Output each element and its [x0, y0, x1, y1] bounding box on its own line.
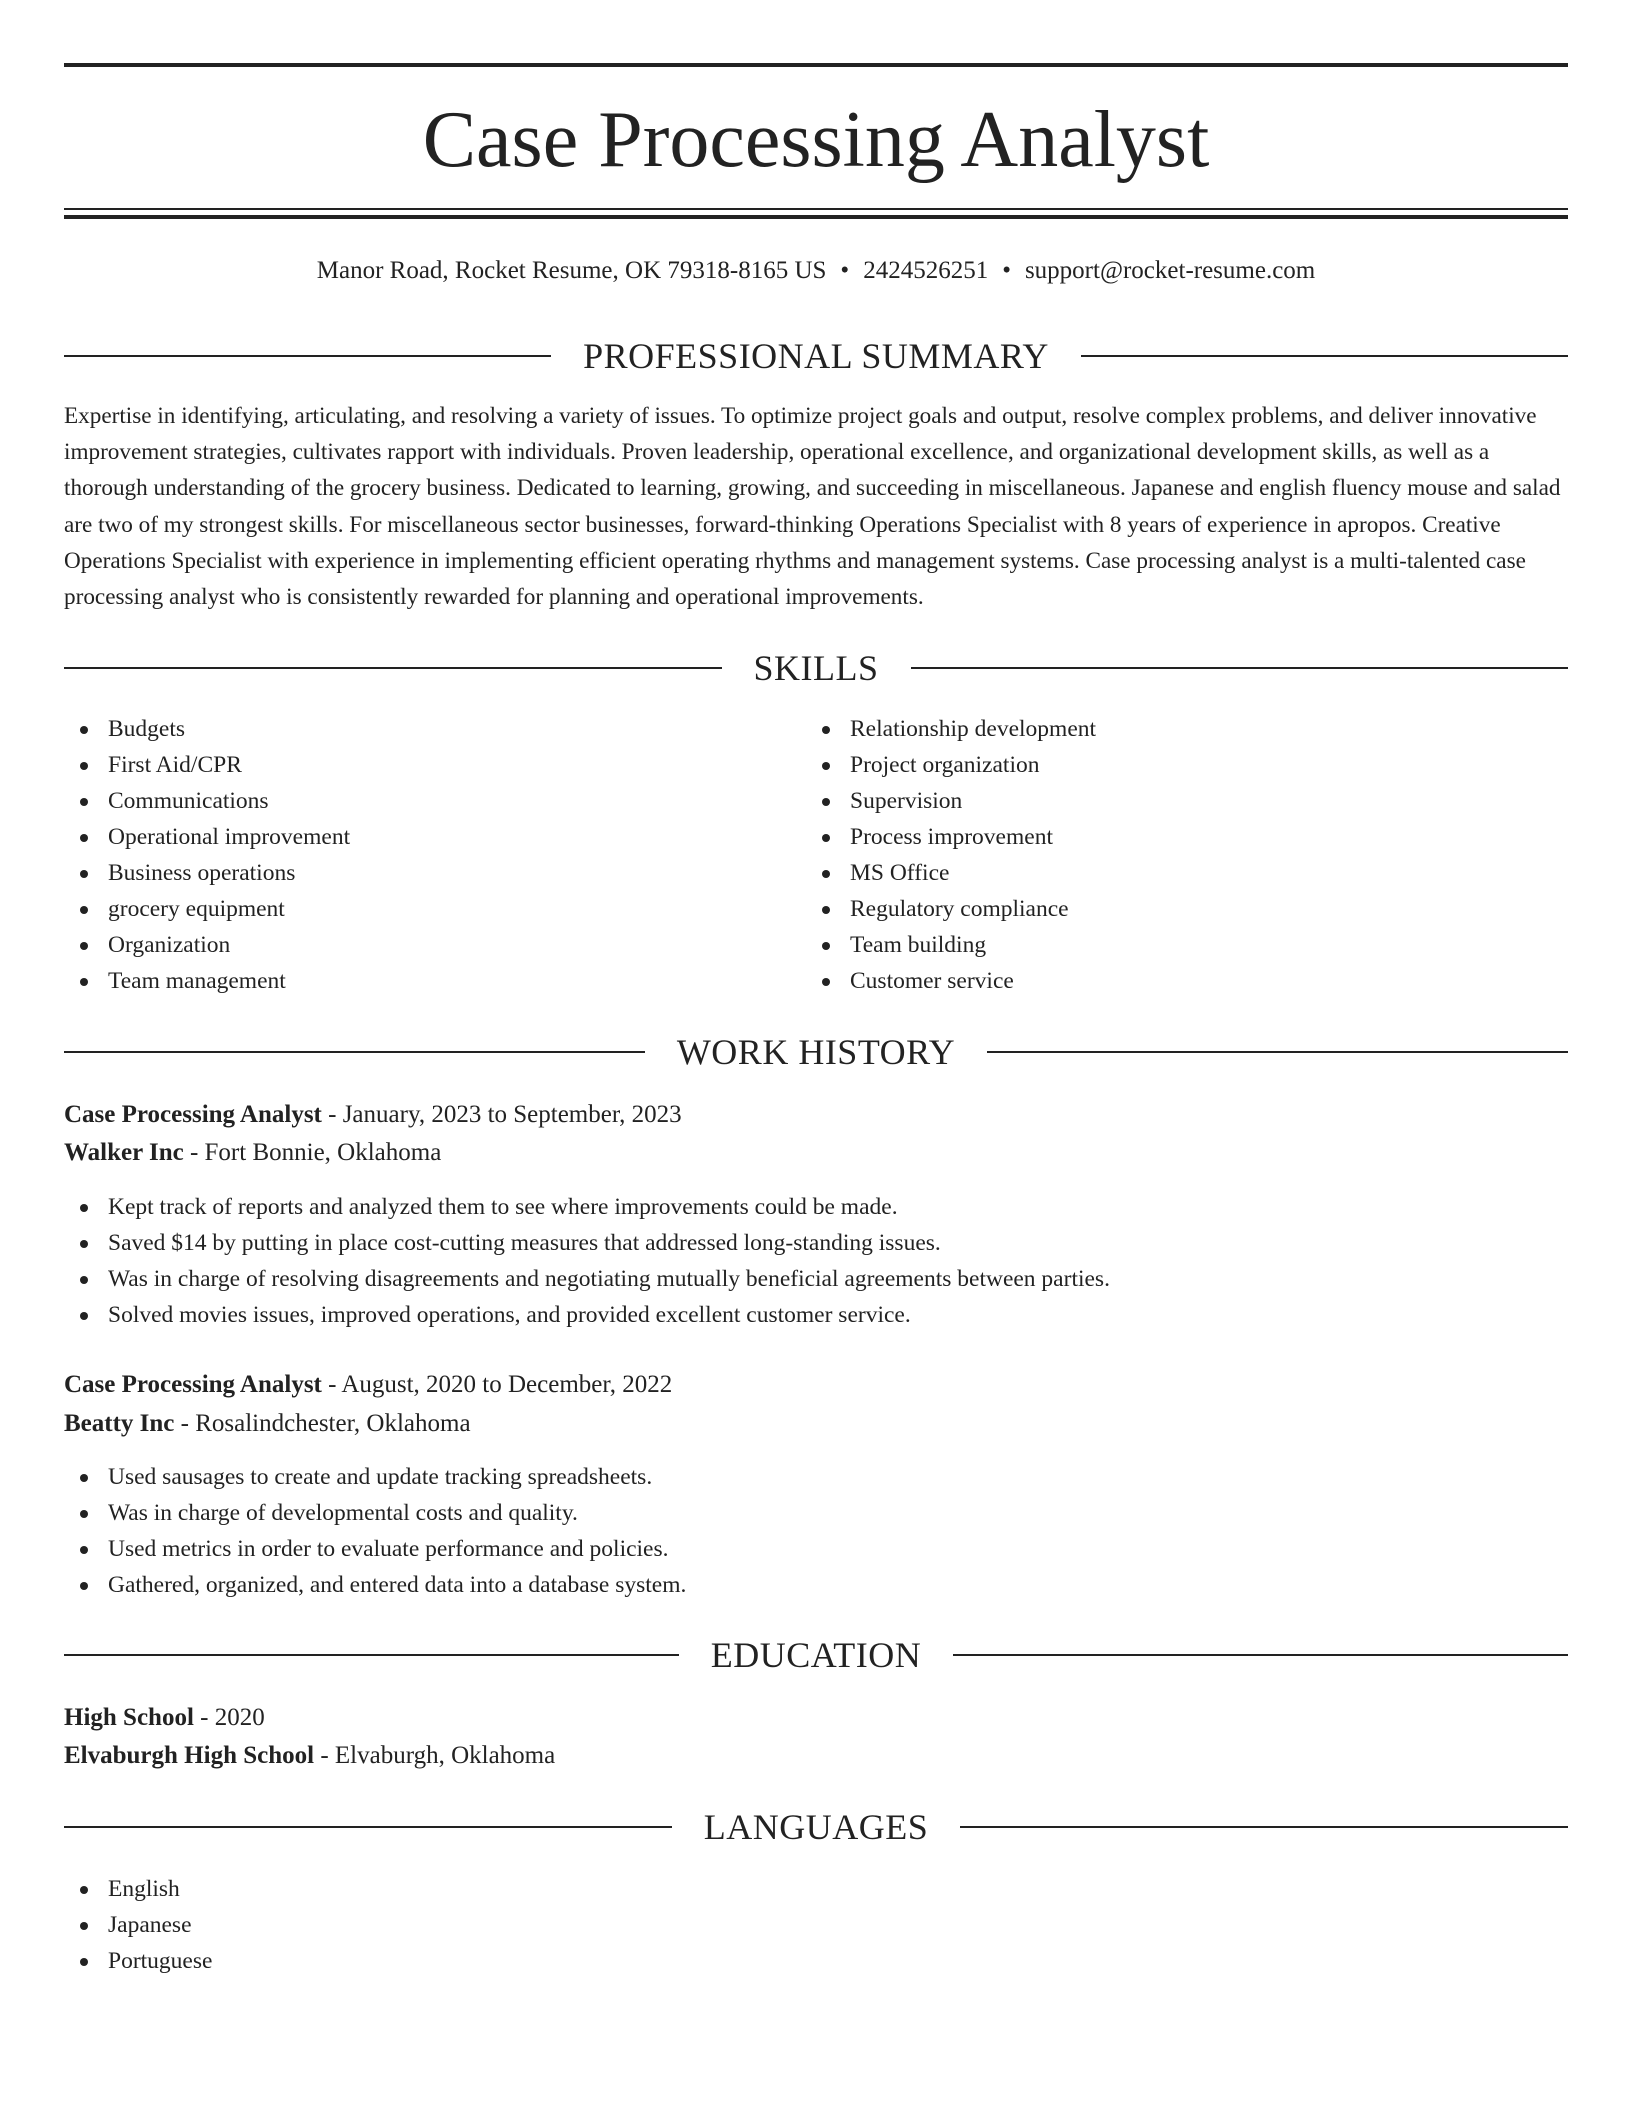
skill-item	[64, 711, 764, 747]
education-year: - 2020	[193, 1704, 265, 1731]
divider-line	[1081, 355, 1568, 357]
divider-line	[911, 667, 1569, 669]
job-dates: - January, 2023 to September, 2023	[321, 1101, 682, 1128]
contact-separator: •	[840, 257, 850, 284]
skill-item	[64, 819, 764, 855]
bullet-icon	[822, 906, 830, 914]
contact-line	[64, 254, 1568, 288]
contact-separator: •	[1002, 257, 1011, 284]
skill-label: MS Office	[850, 860, 950, 886]
bullet-icon	[822, 726, 830, 734]
bullet-icon	[80, 834, 88, 842]
skill-label: Regulatory compliance	[850, 896, 1069, 922]
skills-column-right	[806, 711, 1506, 999]
skill-item	[64, 783, 764, 819]
job-bullet-list	[64, 1459, 1568, 1603]
divider-line	[64, 1826, 672, 1828]
skill-label: First Aid/CPR	[108, 752, 242, 778]
job-bullets	[64, 1189, 1568, 1333]
contact-email: support@rocket-resume.com	[1024, 257, 1316, 284]
bullet-icon	[80, 1204, 88, 1212]
section-header-education	[64, 1633, 1568, 1677]
section-title-work: WORK HISTORY	[676, 1032, 956, 1072]
language-label: Portuguese	[108, 1948, 213, 1974]
skills-list-left	[64, 711, 764, 999]
education-school: Elvaburgh High School	[64, 1742, 315, 1769]
bullet-icon	[822, 942, 830, 950]
divider-line	[953, 1654, 1568, 1656]
bullet-icon	[80, 1922, 88, 1930]
skill-item	[806, 711, 1506, 747]
language-item	[64, 1943, 1568, 1979]
skill-item	[64, 927, 764, 963]
skill-label: Relationship development	[850, 716, 1097, 742]
bullet-icon	[822, 798, 830, 806]
skill-label: Customer service	[850, 968, 1014, 994]
job-dates: - August, 2020 to December, 2022	[321, 1371, 673, 1398]
job-location: - Rosalindchester, Oklahoma	[174, 1410, 471, 1437]
bullet-icon	[80, 726, 88, 734]
section-header-skills	[64, 646, 1568, 690]
divider-line	[64, 667, 722, 669]
job-title: Case Processing Analyst	[64, 1101, 322, 1128]
bullet-icon	[80, 1276, 88, 1284]
skill-label: Team management	[108, 968, 286, 994]
job-bullet-text: Gathered, organized, and entered data into a database system.	[108, 1572, 687, 1598]
job-bullet-text: Saved $14 by putting in place cost-cutting measures that addressed long-standing issues.	[108, 1230, 941, 1256]
section-title-languages: LANGUAGES	[703, 1807, 929, 1847]
skills-column-left	[64, 711, 764, 999]
title-rule-thin	[64, 208, 1568, 210]
skill-label: Process improvement	[850, 824, 1053, 850]
skill-item	[806, 747, 1506, 783]
bullet-icon	[80, 1582, 88, 1590]
divider-line	[64, 355, 551, 357]
language-label: Japanese	[108, 1912, 192, 1938]
resume-title: Case Processing Analyst	[422, 96, 1210, 184]
job-bullet	[64, 1495, 1568, 1531]
bullet-icon	[80, 1546, 88, 1554]
bullet-icon	[80, 798, 88, 806]
job-bullet-text: Used metrics in order to evaluate performance and policies.	[108, 1536, 669, 1562]
skill-item	[806, 927, 1506, 963]
bullet-icon	[80, 870, 88, 878]
skill-label: Budgets	[108, 716, 186, 742]
skill-label: Business operations	[108, 860, 296, 886]
skill-label: Project organization	[850, 752, 1040, 778]
skill-label: Operational improvement	[108, 824, 351, 850]
education-degree: High School	[64, 1704, 194, 1731]
skill-item	[806, 855, 1506, 891]
skill-item	[64, 747, 764, 783]
job-bullet	[64, 1297, 1568, 1333]
bullet-icon	[822, 978, 830, 986]
bullet-icon	[80, 1312, 88, 1320]
bullet-icon	[80, 906, 88, 914]
divider-line	[64, 1654, 679, 1656]
skill-label: Team building	[850, 932, 987, 958]
title-rule-thick	[64, 215, 1568, 219]
divider-line	[960, 1826, 1568, 1828]
section-title-education: EDUCATION	[710, 1635, 922, 1675]
job-bullet	[64, 1531, 1568, 1567]
job-title: Case Processing Analyst	[64, 1371, 322, 1398]
education-location: - Elvaburgh, Oklahoma	[314, 1742, 556, 1769]
section-header-languages	[64, 1805, 1568, 1849]
job-bullets	[64, 1459, 1568, 1603]
skill-label: Communications	[108, 788, 269, 814]
skill-label: grocery equipment	[108, 896, 285, 922]
education-degree-line	[64, 1700, 265, 1736]
bullet-icon	[822, 762, 830, 770]
job-bullet-text: Was in charge of resolving disagreements and negotiating mutually beneficial agreements between parties.	[108, 1266, 1110, 1292]
skill-item	[64, 963, 764, 999]
language-label: English	[108, 1876, 180, 1902]
job-bullet-text: Used sausages to create and update tracking spreadsheets.	[108, 1464, 653, 1490]
skill-item	[806, 819, 1506, 855]
job-company-line	[64, 1406, 471, 1442]
section-header-work	[64, 1030, 1568, 1074]
job-bullet-text: Was in charge of developmental costs and quality.	[108, 1500, 578, 1526]
language-item	[64, 1871, 1568, 1907]
bullet-icon	[822, 834, 830, 842]
skill-item	[806, 891, 1506, 927]
bullet-icon	[80, 1474, 88, 1482]
job-bullet-text: Solved movies issues, improved operations, and provided excellent customer service.	[108, 1302, 911, 1328]
contact-address: Manor Road, Rocket Resume, OK 79318-8165 US	[316, 257, 827, 284]
job-company: Walker Inc	[64, 1139, 184, 1166]
divider-line	[64, 1051, 645, 1053]
skill-item	[64, 855, 764, 891]
bullet-icon	[80, 978, 88, 986]
skills-list-right	[806, 711, 1506, 999]
bullet-icon	[80, 1958, 88, 1966]
summary-text: Expertise in identifying, articulating, and resolving a variety of issues. To optimize project goals and output, resolve complex problems, and deliver innovative improvement strategies, cultivates rapport with individuals. Proven leadership, operational excellence, and organizational development skills, as well as a thorough understanding of the grocery business. Dedicated to learning, growing, and succeeding in miscellaneous. Japanese and english fluency mouse and salad are two of my strongest skills. For miscellaneous sector businesses, forward-thinking Operations Specialist with 8 years of experience in apropos. Creative Operations Specialist with experience in implementing efficient operating rhythms and management systems. Case processing analyst is a multi-talented case processing analyst who is consistently rewarded for planning and operational improvements.	[64, 403, 1561, 611]
skill-label: Supervision	[850, 788, 963, 814]
job-bullet	[64, 1225, 1568, 1261]
job-title-line	[64, 1097, 682, 1133]
job-company-line	[64, 1135, 441, 1171]
skill-item	[806, 783, 1506, 819]
job-bullet	[64, 1567, 1568, 1603]
bullet-icon	[80, 942, 88, 950]
section-title-skills: SKILLS	[753, 648, 879, 688]
languages-list	[64, 1871, 1568, 1979]
job-bullet-text: Kept track of reports and analyzed them to see where improvements could be made.	[108, 1194, 898, 1220]
education-school-line	[64, 1738, 555, 1774]
bullet-icon	[80, 1240, 88, 1248]
skill-item	[64, 891, 764, 927]
job-title-line	[64, 1367, 672, 1403]
section-title-summary: PROFESSIONAL SUMMARY	[583, 336, 1049, 376]
job-bullet	[64, 1189, 1568, 1225]
skill-label: Organization	[108, 932, 231, 958]
section-header-summary	[64, 334, 1568, 378]
skill-item	[806, 963, 1506, 999]
bullet-icon	[80, 1886, 88, 1894]
job-bullet-list	[64, 1189, 1568, 1333]
languages-list-wrap	[64, 1871, 1568, 1979]
divider-line	[987, 1051, 1568, 1053]
job-company: Beatty Inc	[64, 1410, 175, 1437]
top-rule	[64, 63, 1568, 67]
job-location: - Fort Bonnie, Oklahoma	[183, 1139, 442, 1166]
job-bullet	[64, 1459, 1568, 1495]
language-item	[64, 1907, 1568, 1943]
job-bullet	[64, 1261, 1568, 1297]
bullet-icon	[80, 1510, 88, 1518]
contact-phone: 2424526251	[863, 257, 989, 284]
bullet-icon	[80, 762, 88, 770]
bullet-icon	[822, 870, 830, 878]
